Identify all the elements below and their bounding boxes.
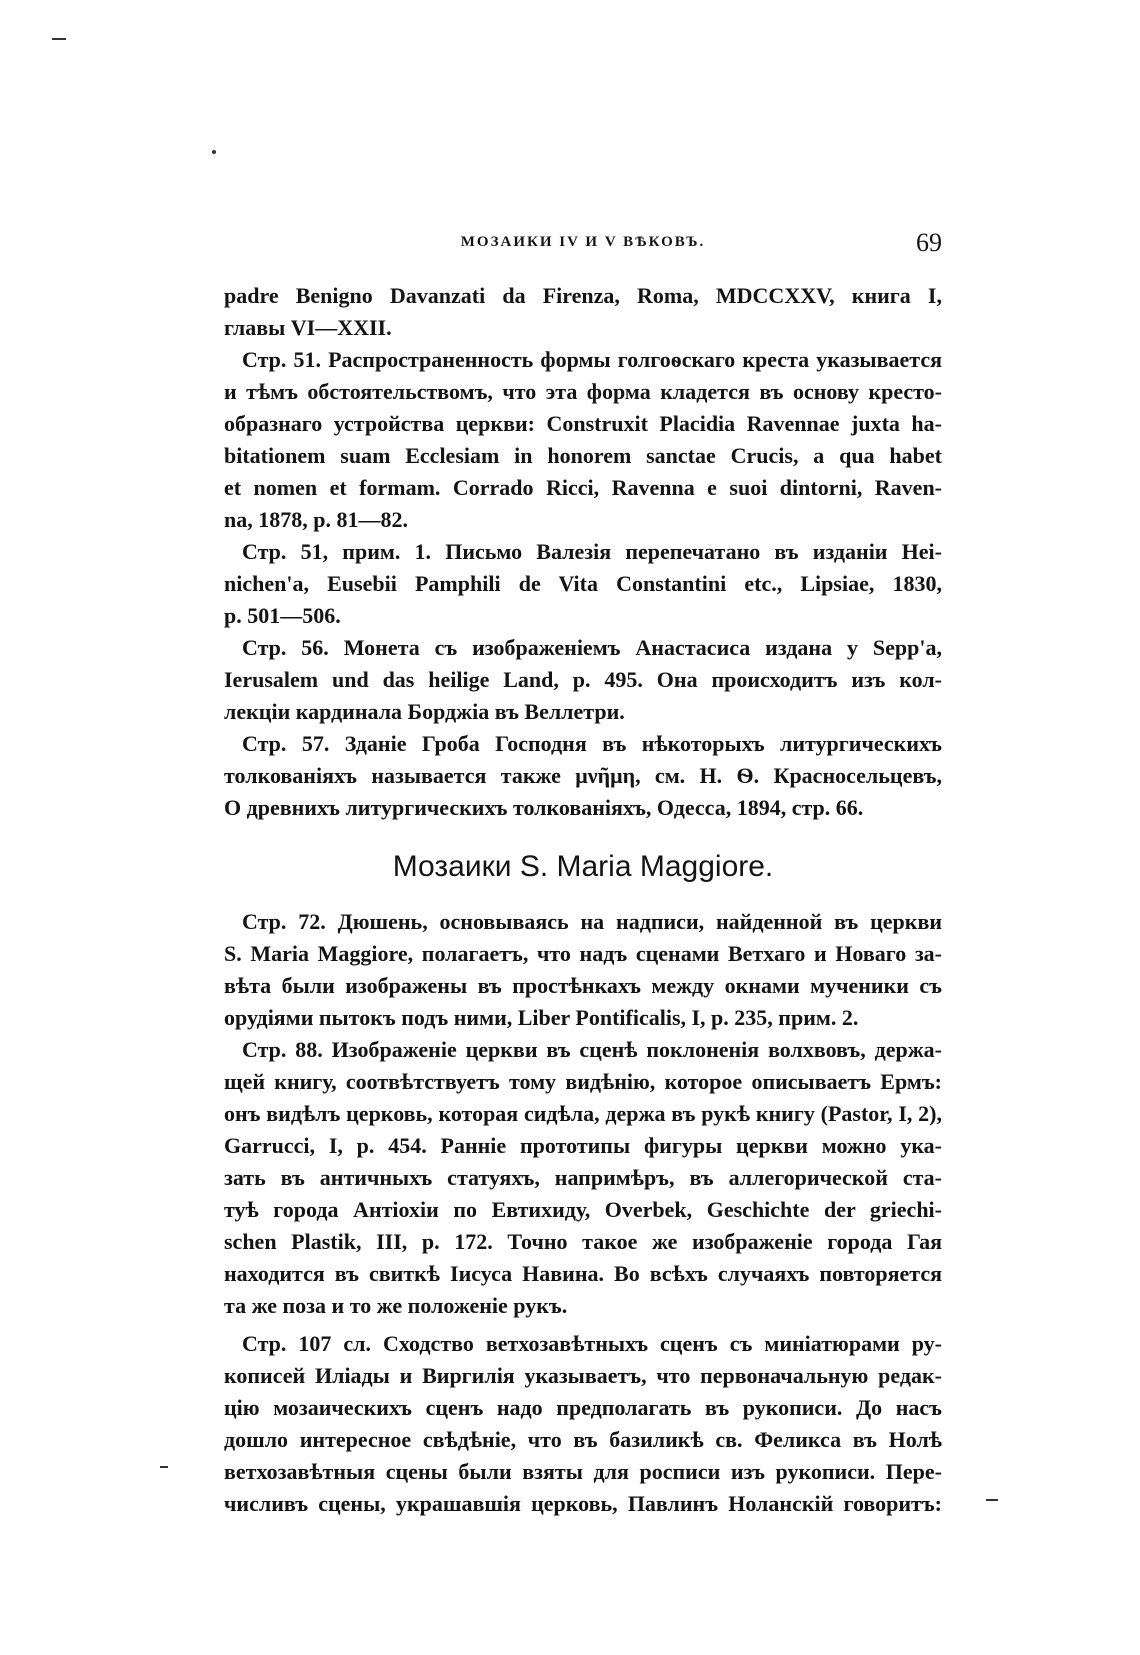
text-line: schen Plastik, III, p. 172. Точно такое же изображеніе города Гая <box>224 1229 942 1254</box>
text-line: образнаго устройства церкви: Construxit Placidia Ravennae juxta ha- <box>224 411 942 436</box>
text-line: щей книгу, соотвѣтствуетъ тому видѣнію, которое описываетъ Ермъ: <box>224 1069 942 1094</box>
running-head <box>224 228 942 262</box>
text-line: находится въ свиткѣ Іисуса Навина. Во всѣхъ случаяхъ повторяется <box>224 1261 942 1286</box>
text-line: ветхозавѣтныя сцены были взяты для росписи изъ рукописи. Пере- <box>224 1459 942 1484</box>
text-line: орудіями пытокъ подъ ними, Liber Pontificalis, I, p. 235, прим. 2. <box>224 1005 859 1030</box>
text-line: Стр. 57. Зданіе Гроба Господня въ нѣкоторыхъ литургическихъ <box>242 731 942 756</box>
scan-mark-bottom-right <box>986 1499 998 1501</box>
text-line: главы VI—XXII. <box>224 315 392 340</box>
text-line: онъ видѣлъ церковь, которая сидѣла, держа въ рукѣ книгу (Pastor, I, 2), <box>224 1101 942 1126</box>
text-line: лекціи кардинала Борджіа въ Веллетри. <box>224 699 625 724</box>
text-line: padre Benignо Davanzati da Firenza, Roma, MDCCXXV, книга I, <box>224 283 942 308</box>
text-line: S. Maria Maggiore, полагаетъ, что надъ сценами Ветхаго и Новаго за- <box>224 941 942 966</box>
text-line: nichen'a, Eusebii Pamphili de Vita Constantini etc., Lipsiae, 1830, <box>224 571 942 596</box>
text-line: кописей Иліады и Виргилія указываетъ, что первоначальную редак- <box>224 1363 942 1388</box>
text-line: Стр. 51, прим. 1. Письмо Валезія перепечатано въ изданіи Hei- <box>242 539 942 564</box>
text-line: и тѣмъ обстоятельствомъ, что эта форма кладется въ основу кресто- <box>224 379 942 404</box>
text-line: зать въ античныхъ статуяхъ, напримѣръ, въ аллегорической ста- <box>224 1165 942 1190</box>
scan-mark-bottom-left <box>160 1466 168 1468</box>
text-line: толкованіяхъ называется также μνῆμη, см. Н. Ѳ. Красносельцевъ, <box>224 763 942 788</box>
body-text <box>224 280 942 1520</box>
text-line: числивъ сцены, украшавшія церковь, Павлинъ Ноланскій говоритъ: <box>224 1491 942 1516</box>
text-line: et nomen et formam. Corrado Ricci, Ravenna e suoi dintorni, Raven- <box>224 475 942 500</box>
running-title: МОЗАИКИ IV И V ВѢКОВЪ. <box>460 234 706 250</box>
text-line: na, 1878, p. 81—82. <box>224 507 408 532</box>
text-line: Garrucci, I, p. 454. Ранніе прототипы фигуры церкви можно ука- <box>224 1133 942 1158</box>
text-line: p. 501—506. <box>224 603 341 628</box>
section-title: Мозаики S. Maria Maggiore. <box>392 850 774 883</box>
scan-mark-top-left <box>52 38 66 40</box>
text-line: вѣта были изображены въ простѣнкахъ между окнами мученики съ <box>224 973 942 998</box>
page-number: 69 <box>916 228 942 257</box>
text-line: Стр. 51. Распространенность формы голгоѳскаго креста указывается <box>242 347 942 372</box>
text-line: Стр. 107 сл. Сходство ветхозавѣтныхъ сценъ съ миніатюрами ру- <box>242 1331 942 1356</box>
text-line: туѣ города Антіохіи по Евтихиду, Overbek, Geschichte der griechi- <box>224 1197 942 1222</box>
text-line: bitationem suam Ecclesiam in honorem sanctae Crucis, a qua habet <box>224 443 942 468</box>
text-line: дошло интересное свѣдѣніе, что въ базиликѣ св. Феликса въ Нолѣ <box>224 1427 942 1452</box>
text-line: Ierusalem und das heilige Land, p. 495. Она происходитъ изъ кол- <box>224 667 942 692</box>
text-line: та же поза и то же положеніе рукъ. <box>224 1293 568 1318</box>
text-line: Стр. 72. Дюшень, основываясь на надписи, найденной въ церкви <box>242 909 942 934</box>
text-line: Стр. 56. Монета съ изображеніемъ Анастасиса издана у Sepp'a, <box>242 635 942 660</box>
scan-mark-dot <box>212 150 216 154</box>
text-line: Стр. 88. Изображеніе церкви въ сценѣ поклоненія волхвовъ, держа- <box>242 1037 942 1062</box>
text-line: цію мозаическихъ сценъ надо предполагать въ рукописи. До насъ <box>224 1395 942 1420</box>
text-line: О древнихъ литургическихъ толкованіяхъ, Одесса, 1894, стр. 66. <box>224 795 864 820</box>
